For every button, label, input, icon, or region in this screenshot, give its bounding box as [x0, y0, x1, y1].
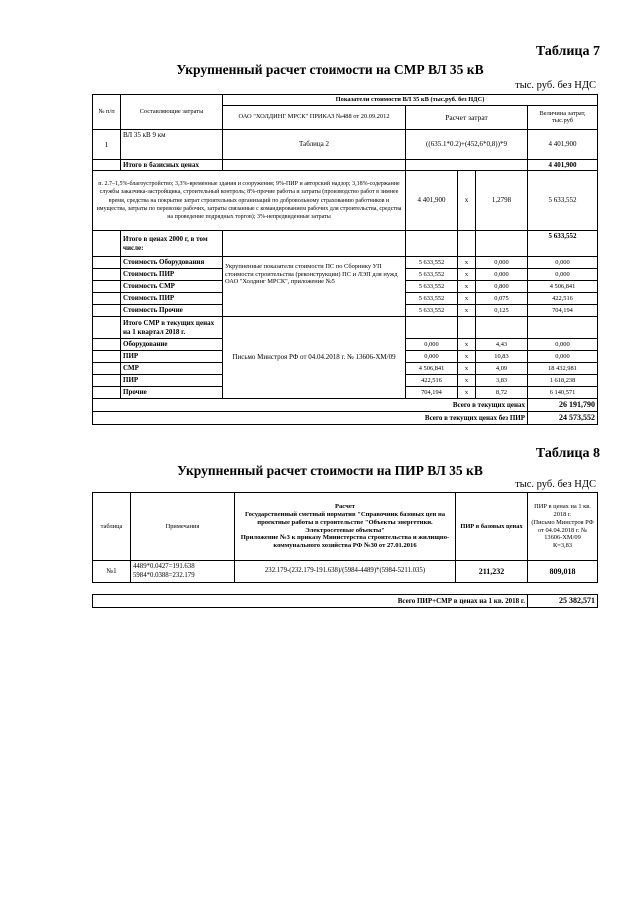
- cur-1-a: 0,000: [406, 351, 458, 363]
- row1-num: 1: [93, 129, 121, 159]
- head-value: Величина затрат, тыс.руб: [528, 105, 598, 129]
- table8-total: [92, 594, 598, 608]
- total-nopir-val: 24 573,552: [528, 412, 598, 425]
- cur-3-x: х: [458, 375, 476, 387]
- cur-4-x: х: [458, 387, 476, 399]
- t8-head-calc: Расчет Государственный сметный норматив "Справочник базовых цен на проектные работы в строительстве "Объекты энергетики. Электросетевые объекты" Приложение №3 к приказу Министерства строительства и жилищно-коммунального хозяйства РФ №30 от 27.01.2016: [235, 493, 456, 561]
- note-x: х: [458, 171, 476, 231]
- cur-3-name: ПИР: [121, 375, 223, 387]
- head-num: № п/п: [93, 95, 121, 130]
- split-4-a: 5 633,552: [406, 305, 458, 317]
- cur-4-name: Прочие: [121, 387, 223, 399]
- split-3-r: 422,516: [528, 293, 598, 305]
- cur-4-a: 704,194: [406, 387, 458, 399]
- table8: [92, 492, 598, 583]
- table7: [92, 94, 598, 425]
- row1-val: 4 401,900: [528, 129, 598, 159]
- total-nopir-label: Всего в текущих ценах без ПИР: [93, 412, 528, 425]
- t8-row-cur: 809,018: [528, 561, 598, 583]
- note-k: 1,2798: [476, 171, 528, 231]
- t8-row-base: 211,232: [456, 561, 528, 583]
- row1-src: Таблица 2: [223, 129, 406, 159]
- markup-note: п. 2.7–1,5%-благоустройство; 3,3%-временные здания и сооружения; 9%-ПИР и авторский надзор; 3,18%-содержание службы заказчика-застройщика, строительный контроль; 8%-прочие работы и затраты (производство работ в зимнее время, средства на покрытие затрат строительных организаций по добровольному страхованию работников и имущества, затраты по перевозке рабочих, затраты связанные с командированием рабочих для строительства, средства на проведение подрядных торгов); 3%-непредвиденные затраты: [93, 171, 406, 231]
- split-0-r: 0,000: [528, 257, 598, 269]
- cur-1-k: 10,83: [476, 351, 528, 363]
- head-source: ОАО "ХОЛДИНГ МРСК" ПРИКАЗ №488 от 20.09.2012: [223, 105, 406, 129]
- split-2-r: 4 506,841: [528, 281, 598, 293]
- split-1-a: 5 633,552: [406, 269, 458, 281]
- cur-3-r: 1 618,238: [528, 375, 598, 387]
- split-note: Укрупненные показатели стоимости ПС по Сборнику УП стоимости строительства (реконструкции) ПС и ЛЭП для нужд ОАО "Холдинг МРСК", приложение №5: [223, 257, 406, 317]
- head-items: Составляющие затраты: [121, 95, 223, 130]
- table8-unit: тыс. руб. без НДС: [515, 479, 596, 490]
- cur-4-k: 8,72: [476, 387, 528, 399]
- table7-title: Укрупненный расчет стоимости на СМР ВЛ 35 кВ: [176, 62, 484, 77]
- cur-2-name: СМР: [121, 363, 223, 375]
- note-r: 5 633,552: [528, 171, 598, 231]
- split-1-x: х: [458, 269, 476, 281]
- y2000-label: Итого в ценах 2000 г, в том числе:: [121, 231, 223, 257]
- t8-head-table: таблица: [93, 493, 131, 561]
- head-calc: Расчет затрат: [406, 105, 528, 129]
- t8-head-note: Примечания: [131, 493, 235, 561]
- cur-2-x: х: [458, 363, 476, 375]
- cur-2-k: 4,09: [476, 363, 528, 375]
- split-0-name: Стоимость Оборудования: [121, 257, 223, 269]
- split-4-name: Стоимость Прочие: [121, 305, 223, 317]
- split-0-a: 5 633,552: [406, 257, 458, 269]
- t8-total-val: 25 382,571: [528, 595, 598, 608]
- cur-0-a: 0,000: [406, 339, 458, 351]
- split-4-x: х: [458, 305, 476, 317]
- split-3-x: х: [458, 293, 476, 305]
- split-3-a: 5 633,552: [406, 293, 458, 305]
- split-1-name: Стоимость ПИР: [121, 269, 223, 281]
- cur-2-r: 18 432,981: [528, 363, 598, 375]
- split-0-x: х: [458, 257, 476, 269]
- split-4-k: 0,125: [476, 305, 528, 317]
- current-label: Итого СМР в текущих ценах на 1 квартал 2018 г.: [121, 317, 223, 339]
- t8-head-base: ПИР в базовых ценах: [456, 493, 528, 561]
- row1-formula: ((635.1*0.2)+(452,6*0,8))*9: [406, 129, 528, 159]
- cur-3-a: 422,516: [406, 375, 458, 387]
- split-1-k: 0,000: [476, 269, 528, 281]
- y2000-val: 5 633,552: [528, 231, 598, 257]
- base-total-val: 4 401,900: [528, 159, 598, 170]
- cur-0-x: х: [458, 339, 476, 351]
- split-3-k: 0,075: [476, 293, 528, 305]
- t8-row-note: 4489*0.0427=191.638 5984*0.0388=232.179: [131, 561, 235, 583]
- table8-number: Таблица 8: [535, 446, 600, 461]
- split-1-r: 0,000: [528, 269, 598, 281]
- cur-2-a: 4 506,841: [406, 363, 458, 375]
- split-2-name: Стоимость СМР: [121, 281, 223, 293]
- split-2-a: 5 633,552: [406, 281, 458, 293]
- t8-total-label: Всего ПИР+СМР в ценах на 1 кв. 2018 г.: [93, 595, 528, 608]
- table7-number: Таблица 7: [535, 44, 600, 59]
- cur-0-k: 4,43: [476, 339, 528, 351]
- cur-4-r: 6 140,571: [528, 387, 598, 399]
- cur-1-r: 0,000: [528, 351, 598, 363]
- t8-row-formula: 232.179-(232.179-191.638)/(5984-4489)*(5984-5211.035): [235, 561, 456, 583]
- cur-1-x: х: [458, 351, 476, 363]
- split-2-x: х: [458, 281, 476, 293]
- minstroy-letter: Письмо Минстроя РФ от 04.04.2018 г. № 13606-ХМ/09: [223, 317, 406, 399]
- base-total-label: Итого в базисных ценах: [121, 159, 223, 170]
- t8-head-cur: ПИР в ценах на 1 кв. 2018 г. (Письмо Минстроя РФ от 04.04.2018 г. № 13606-ХМ/09 К=3,83: [528, 493, 598, 561]
- split-0-k: 0,000: [476, 257, 528, 269]
- total-current-val: 26 191,790: [528, 399, 598, 412]
- split-4-r: 704,194: [528, 305, 598, 317]
- split-3-name: Стоимость ПИР: [121, 293, 223, 305]
- note-a: 4 401,900: [406, 171, 458, 231]
- cur-0-name: Оборудование: [121, 339, 223, 351]
- cur-1-name: ПИР: [121, 351, 223, 363]
- t8-row-table: №1: [93, 561, 131, 583]
- head-indicators: Показатели стоимости ВЛ 35 кВ (тыс.руб. без НДС): [223, 95, 598, 106]
- total-current-label: Всего в текущих ценах: [93, 399, 528, 412]
- split-2-k: 0,800: [476, 281, 528, 293]
- cur-0-r: 0,000: [528, 339, 598, 351]
- table7-unit: тыс. руб. без НДС: [515, 80, 596, 91]
- cur-3-k: 3,83: [476, 375, 528, 387]
- table8-title: Укрупненный расчет стоимости на ПИР ВЛ 35 кВ: [177, 463, 483, 478]
- row1-name: ВЛ 35 кВ 9 км: [121, 129, 223, 159]
